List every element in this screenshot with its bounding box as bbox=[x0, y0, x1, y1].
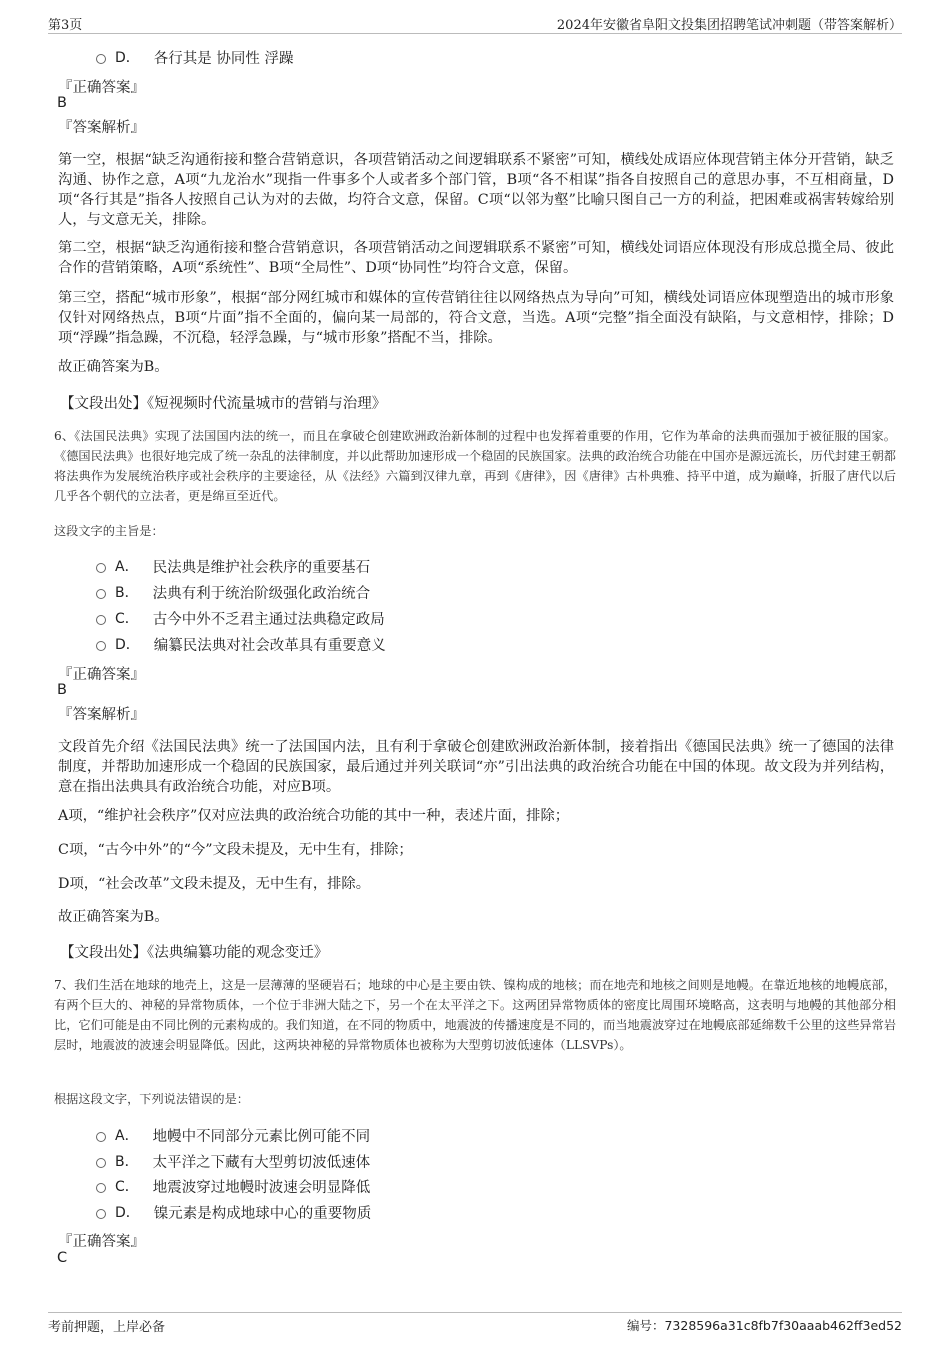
option-key: A． bbox=[115, 1128, 139, 1144]
q5-analysis-paragraph-1: 第一空，根据“缺乏沟通衔接和整合营销意识，各项营销活动之间逻辑联系不紧密”可知，横线处成语应体现营销主体分开营销，缺乏沟通、协作之意，A项“九龙治水”现指一件事多个人或者多个部门管，B项“各不相谋”指各自按照自己的意思办事，不互相商量，D项“各行其是”指各人按照自己认为对的去做，均符合文意，保留。C项“以邻为壑”比喻只图自己一方的利益，把困难或祸害转嫁给别人，与文意无关，排除。 bbox=[58, 152, 894, 228]
q6-analysis-paragraph-4: D项，“社会改革”文段未提及，无中生有，排除。 bbox=[58, 876, 371, 892]
q5-conclusion: 故正确答案为B。 bbox=[58, 359, 169, 375]
option-key: D． bbox=[115, 637, 140, 653]
q5-analysis-paragraph-2: 第二空，根据“缺乏沟通衔接和整合营销意识，各项营销活动之间逻辑联系不紧密”可知，横线处词语应体现没有形成总揽全局、彼此合作的营销策略，A项“系统性”、B项“全局性”、D项“协同性”均符合文意，保留。 bbox=[58, 240, 894, 276]
option-text: 地幔中不同部分元素比例可能不同 bbox=[152, 1128, 371, 1145]
radio-icon[interactable] bbox=[96, 1183, 106, 1193]
document-serial: 编号：7328596a31c8fb7f30aaab462ff3ed52 bbox=[626, 1318, 902, 1333]
q6-option-c[interactable] bbox=[96, 607, 385, 629]
q7-answer-label: 『正确答案』 bbox=[58, 1234, 145, 1250]
q5-source: 【文段出处】《短视频时代流量城市的营销与治理》 bbox=[60, 396, 387, 412]
q6-passage: 6、《法国民法典》实现了法国国内法的统一，而且在拿破仑创建欧洲政治新体制的过程中也发挥着重要的作用，它作为革命的法典而强加于被征服的国家。《德国民法典》也很好地完成了统一杂乱的法律制度，并以此帮助加速形成一个稳固的民族国家。法典的政治统合功能在中国亦是源远流长，历代封建王朝都将法典作为发展统治秩序或社会秩序的主要途径，从《法经》六篇到汉律九章，再到《唐律》，因《唐律》古朴典雅、持平中道，成为巅峰，折服了唐代以后几乎各个朝代的立法者，更是绵亘至近代。 bbox=[54, 429, 896, 503]
q6-option-d[interactable] bbox=[96, 633, 386, 655]
option-text: 民法典是维护社会秩序的重要基石 bbox=[152, 559, 371, 576]
radio-icon[interactable] bbox=[96, 1209, 106, 1219]
page-header bbox=[48, 14, 902, 34]
page-number: 第3页 bbox=[48, 18, 83, 33]
q6-stem: 这段文字的主旨是： bbox=[54, 524, 164, 538]
radio-icon[interactable] bbox=[96, 563, 106, 573]
q6-option-a[interactable] bbox=[96, 555, 370, 577]
option-key: C． bbox=[115, 1179, 139, 1195]
option-text: 地震波穿过地幔时波速会明显降低 bbox=[152, 1179, 371, 1196]
option-key: B． bbox=[115, 1154, 139, 1170]
radio-icon[interactable] bbox=[96, 615, 106, 625]
q7-option-c[interactable] bbox=[96, 1175, 370, 1197]
q7-option-d[interactable] bbox=[96, 1201, 371, 1223]
q6-analysis-paragraph-1: 文段首先介绍《法国民法典》统一了法国国内法，且有利于拿破仑创建欧洲政治新体制，接着指出《德国民法典》统一了德国的法律制度，并帮助加速形成一个稳固的民族国家，最后通过并列关联词“亦”引出法典的政治统合功能在中国的体现。故文段为并列结构，意在指出法典具有政治统合功能，对应B项。 bbox=[58, 739, 894, 795]
option-text: 太平洋之下藏有大型剪切波低速体 bbox=[152, 1154, 371, 1171]
q6-option-b[interactable] bbox=[96, 581, 370, 603]
option-key: C． bbox=[115, 611, 139, 627]
q5-analysis-label: 『答案解析』 bbox=[58, 120, 145, 136]
q7-answer: C bbox=[57, 1250, 68, 1266]
q5-option-d[interactable] bbox=[96, 46, 294, 68]
q6-analysis-paragraph-2: A项，“维护社会秩序”仅对应法典的政治统合功能的其中一种，表述片面，排除； bbox=[58, 808, 570, 824]
radio-icon[interactable] bbox=[96, 589, 106, 599]
radio-icon[interactable] bbox=[96, 1132, 106, 1142]
q7-passage: 7、我们生活在地球的地壳上，这是一层薄薄的坚硬岩石；地球的中心是主要由铁、镍构成的地核；而在地壳和地核之间则是地幔。在靠近地核的地幔底部，有两个巨大的、神秘的异常物质体，一个位于非洲大陆之下，另一个在太平洋之下。这两团异常物质体的密度比周围环境略高，这表明与地幔的其他部分相比，它们可能是由不同比例的元素构成的。我们知道，在不同的物质中，地震波的传播速度是不同的，而当地震波穿过在地幔底部延绵数千公里的这些异常岩层时，地震波的波速会明显降低。因此，这两块神秘的异常物质体也被称为大型剪切波低速体（LLSVPs）。 bbox=[54, 978, 896, 1052]
q5-answer-label: 『正确答案』 bbox=[58, 80, 145, 96]
radio-icon[interactable] bbox=[96, 54, 106, 64]
q7-option-a[interactable] bbox=[96, 1124, 370, 1146]
q5-analysis-paragraph-3: 第三空，搭配“城市形象”，根据“部分网红城市和媒体的宣传营销往往以网络热点为导向”可知，横线处词语应体现塑造出的城市形象仅针对网络热点，B项“片面”指不全面的，偏向某一局部的，符合文意，当选。A项“完整”指全面没有缺陷，与文意相悖，排除；D项“浮躁”指急躁，不沉稳，轻浮急躁，与“城市形象”搭配不当，排除。 bbox=[58, 290, 894, 346]
q7-stem: 根据这段文字，下列说法错误的是： bbox=[54, 1092, 249, 1106]
q6-answer-label: 『正确答案』 bbox=[58, 667, 145, 683]
q5-answer: B bbox=[57, 95, 67, 111]
q6-analysis-paragraph-3: C项，“古今中外”的“今”文段未提及，无中生有，排除； bbox=[58, 842, 413, 858]
option-key: B． bbox=[115, 585, 139, 601]
q6-analysis-label: 『答案解析』 bbox=[58, 707, 145, 723]
option-text: 各行其是 协同性 浮躁 bbox=[153, 50, 294, 67]
radio-icon[interactable] bbox=[96, 1158, 106, 1168]
q7-option-b[interactable] bbox=[96, 1150, 370, 1172]
option-key: D． bbox=[115, 1205, 140, 1221]
option-text: 镍元素是构成地球中心的重要物质 bbox=[153, 1205, 372, 1222]
q6-answer: B bbox=[57, 682, 67, 698]
q6-source: 【文段出处】《法典编纂功能的观念变迁》 bbox=[60, 945, 329, 961]
option-text: 编纂民法典对社会改革具有重要意义 bbox=[153, 637, 386, 654]
document-title: 2024年安徽省阜阳文投集团招聘笔试冲刺题（带答案解析） bbox=[556, 18, 902, 33]
radio-icon[interactable] bbox=[96, 641, 106, 651]
q6-conclusion: 故正确答案为B。 bbox=[58, 909, 169, 925]
option-key: D． bbox=[115, 50, 140, 66]
option-text: 法典有利于统治阶级强化政治统合 bbox=[152, 585, 371, 602]
footer-slogan: 考前押题，上岸必备 bbox=[48, 1320, 166, 1335]
option-key: A． bbox=[115, 559, 139, 575]
option-text: 古今中外不乏君主通过法典稳定政局 bbox=[152, 611, 385, 628]
page-footer bbox=[48, 1312, 902, 1334]
